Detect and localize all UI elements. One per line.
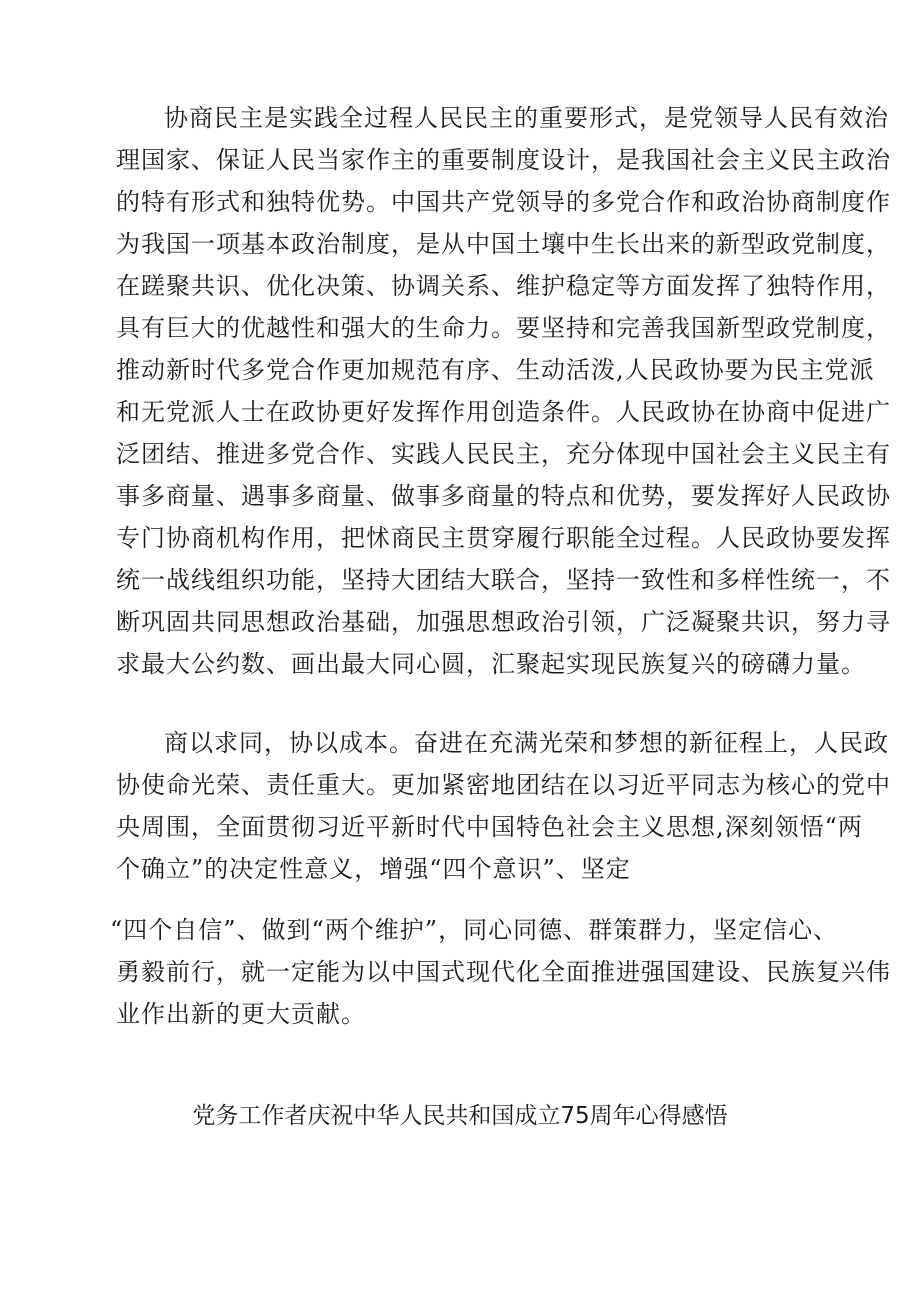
text-line: 协使命光荣、责任重大。更加紧密地团结在以习近平同志为核心的党中	[116, 771, 891, 799]
text-line: 具有巨大的优越性和强大的生命力。要坚持和完善我国新型政党制度，	[116, 314, 891, 342]
text-line: 泛团结、推进多党合作、实践人民民主，充分体现中国社会主义民主有	[116, 440, 891, 468]
text-line: 专门协商机构作用，把怵商民主贯穿履行职能全过程。人民政协要发挥	[116, 524, 891, 552]
section-heading: 党务工作者庆祝中华人民共和国成立75周年心得感悟	[192, 1103, 728, 1129]
text-line: 推动新时代多党合作更加规范有序、生动活泼,人民政协要为民主党派	[116, 356, 875, 384]
text-line: 在蹉聚共识、优化决策、协调关系、维护稳定等方面发挥了独特作用，	[116, 272, 891, 300]
text-line: 断巩固共同思想政治基础，加强思想政治引领，广泛凝聚共识，努力寻	[116, 608, 891, 636]
text-line: 央周围，全面贯彻习近平新时代中国特色社会主义思想,深刻领悟“两	[116, 813, 863, 841]
text-line: 的特有形式和独特优势。中国共产党领导的多党合作和政治协商制度作	[116, 188, 891, 216]
text-line: 事多商量、遇事多商量、做事多商量的特点和优势，要发挥好人民政协	[116, 482, 891, 510]
text-line: 个确立”的决定性意义，增强“四个意识”、坚定	[116, 855, 631, 883]
text-line: “四个自信”、做到“两个维护”，同心同德、群策群力，坚定信心、	[110, 916, 839, 944]
text-line: 和无党派人士在政协更好发挥作用创造条件。人民政协在协商中促进广	[116, 398, 891, 426]
text-line: 理国家、保证人民当家作主的重要制度设计，是我国社会主义民主政治	[116, 146, 891, 174]
text-line: 业作出新的更大贡献。	[116, 1000, 366, 1028]
text-line: 求最大公约数、画出最大同心圆，汇聚起实现民族复兴的磅礴力量。	[116, 650, 866, 678]
text-line: 商以求同，协以成本。奋进在充满光荣和梦想的新征程上，人民政	[164, 729, 889, 757]
text-line: 为我国一项基本政治制度，是从中国土壤中生长出来的新型政党制度，	[116, 230, 891, 258]
text-line: 勇毅前行，就一定能为以中国式现代化全面推进强国建设、民族复兴伟	[116, 958, 891, 986]
text-line: 统一战线组织功能，坚持大团结大联合，坚持一致性和多样性统一，不	[116, 566, 891, 594]
text-line: 协商民主是实践全过程人民民主的重要形式，是党领导人民有效治	[164, 104, 889, 132]
